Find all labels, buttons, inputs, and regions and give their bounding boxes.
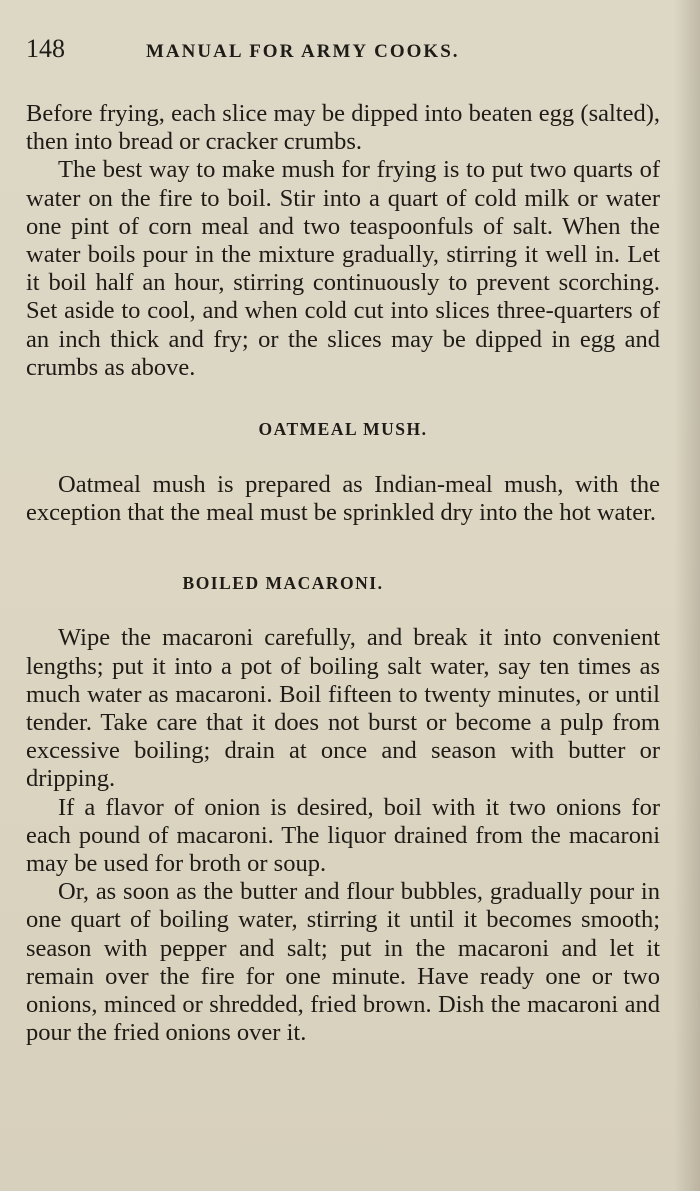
paragraph-macaroni-sauce: Or, as soon as the butter and flour bubbles, gradually pour in one quart of boiling water, stirring it until it becomes smooth; season with pepper and salt; put in the macaroni and let it remain over the fire for one minute. Have ready one or two onions, minced or shredded, fried brown. Dish the macaroni and pour the fried onions over it. bbox=[26, 878, 660, 1047]
paragraph-dipping: Before frying, each slice may be dipped into beaten egg (salted), then into bread or cracker crumbs. bbox=[26, 100, 660, 156]
paragraph-macaroni-boiling: Wipe the macaroni carefully, and break it into convenient lengths; put it into a pot of boiling salt water, say ten times as much water as macaroni. Boil fifteen to twenty minutes, or until tender. Take care that it does not burst or become a pulp from excessive boiling; drain at once and season with butter or dripping. bbox=[26, 624, 660, 793]
paragraph-macaroni-onion: If a flavor of onion is desired, boil with it two onions for each pound of macaroni. The liquor drained from the macaroni may be used for broth or soup. bbox=[26, 793, 660, 878]
paragraph-mush-method: The best way to make mush for frying is to put two quarts of water on the fire to boil. Stir into a quart of cold milk or water one pint of corn meal and two teaspoonfuls of salt. When the water boils pour in the mixture gradually, stirring it well in. Let it boil half an hour, stirring continuously to prevent scorching. Set aside to cool, and when cold cut into slices three-quarters of an inch thick and fry; or the slices may be dipped in egg and crumbs as above. bbox=[26, 156, 660, 381]
section-heading-oatmeal-mush: OATMEAL MUSH. bbox=[258, 419, 428, 440]
section-mush-frying bbox=[26, 100, 660, 382]
section-oatmeal-mush bbox=[26, 419, 660, 527]
page-edge-shadow bbox=[674, 0, 700, 1191]
running-head bbox=[26, 34, 660, 74]
section-heading-boiled-macaroni: BOILED MACARONI. bbox=[182, 573, 384, 594]
paragraph-oatmeal: Oatmeal mush is prepared as Indian-meal mush, with the exception that the meal must be sprinkled dry into the hot water. bbox=[26, 471, 660, 527]
page-number: 148 bbox=[26, 34, 65, 63]
section-boiled-macaroni bbox=[26, 573, 660, 1047]
book-title: MANUAL FOR ARMY COOKS. bbox=[146, 41, 460, 62]
